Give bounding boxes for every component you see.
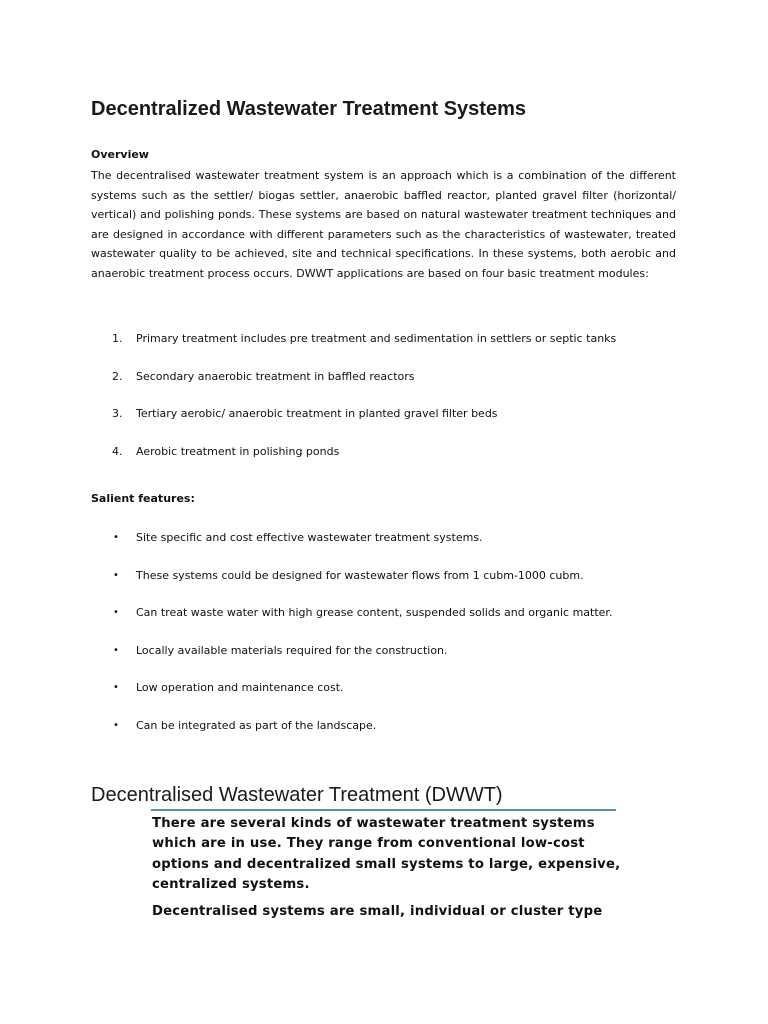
bullet-icon: •: [113, 607, 119, 618]
bullet-icon: •: [113, 719, 119, 731]
salient-features-heading: Salient features:: [91, 492, 195, 505]
section-heading: Decentralised Wastewater Treatment (DWWT): [91, 784, 503, 806]
list-item: [91, 331, 691, 369]
list-number: 4.: [112, 444, 123, 458]
list-item: [91, 680, 691, 718]
list-item: [91, 406, 691, 444]
list-item: [91, 605, 691, 643]
list-item: [91, 444, 691, 482]
list-item-text: Locally available materials required for the construction.: [136, 643, 448, 657]
list-number: 1.: [112, 332, 123, 345]
list-number: 2.: [112, 369, 123, 383]
list-item-text: Aerobic treatment in polishing ponds: [136, 444, 340, 458]
bullet-icon: •: [113, 532, 119, 543]
list-item-text: Secondary anaerobic treatment in baffled reactors: [136, 369, 415, 383]
overview-heading: Overview: [91, 148, 149, 161]
list-item: [91, 530, 691, 568]
section-paragraph: There are several kinds of wastewater treatment systems which are in use. They range from conventional low-cost options and decentralized small systems to large, expensive, centralized systems.: [152, 816, 621, 892]
bullet-icon: •: [113, 682, 119, 693]
list-item-text: Tertiary aerobic/ anaerobic treatment in planted gravel filter beds: [136, 407, 498, 420]
list-item-text: Primary treatment includes pre treatment and sedimentation in settlers or septic tanks: [136, 332, 617, 345]
bullet-icon: •: [113, 569, 119, 581]
treatment-modules-list: [91, 331, 691, 481]
list-item-text: Site specific and cost effective wastewater treatment systems.: [136, 531, 483, 544]
list-item: [91, 718, 691, 756]
list-item: [91, 568, 691, 606]
heading-underline: [151, 809, 616, 811]
bullet-icon: •: [113, 644, 119, 656]
list-item: [91, 369, 691, 407]
list-item: [91, 643, 691, 681]
list-item-text: Low operation and maintenance cost.: [136, 681, 344, 694]
document-title: Decentralized Wastewater Treatment Systems: [91, 98, 526, 120]
list-item-text: Can be integrated as part of the landscape.: [136, 718, 377, 732]
salient-features-list: [91, 530, 691, 755]
section-paragraph: Decentralised systems are small, individual or cluster type: [152, 904, 603, 919]
list-number: 3.: [112, 407, 123, 420]
overview-paragraph: The decentralised wastewater treatment system is an approach which is a combination of the different systems such as the settler/ biogas settler, anaerobic baffled reactor, planted gravel filter (horizontal/ vertical) and polishing ponds. These systems are based on natural wastewater treatment techniques and are designed in accordance with different parameters such as the characteristics of wastewater, treated wastewater quality to be achieved, site and technical specifications. In these systems, both aerobic and anaerobic treatment process occurs. DWWT applications are based on four basic treatment modules:: [91, 169, 676, 280]
list-item-text: These systems could be designed for wastewater flows from 1 cubm-1000 cubm.: [136, 568, 584, 582]
list-item-text: Can treat waste water with high grease content, suspended solids and organic matter.: [136, 606, 613, 619]
